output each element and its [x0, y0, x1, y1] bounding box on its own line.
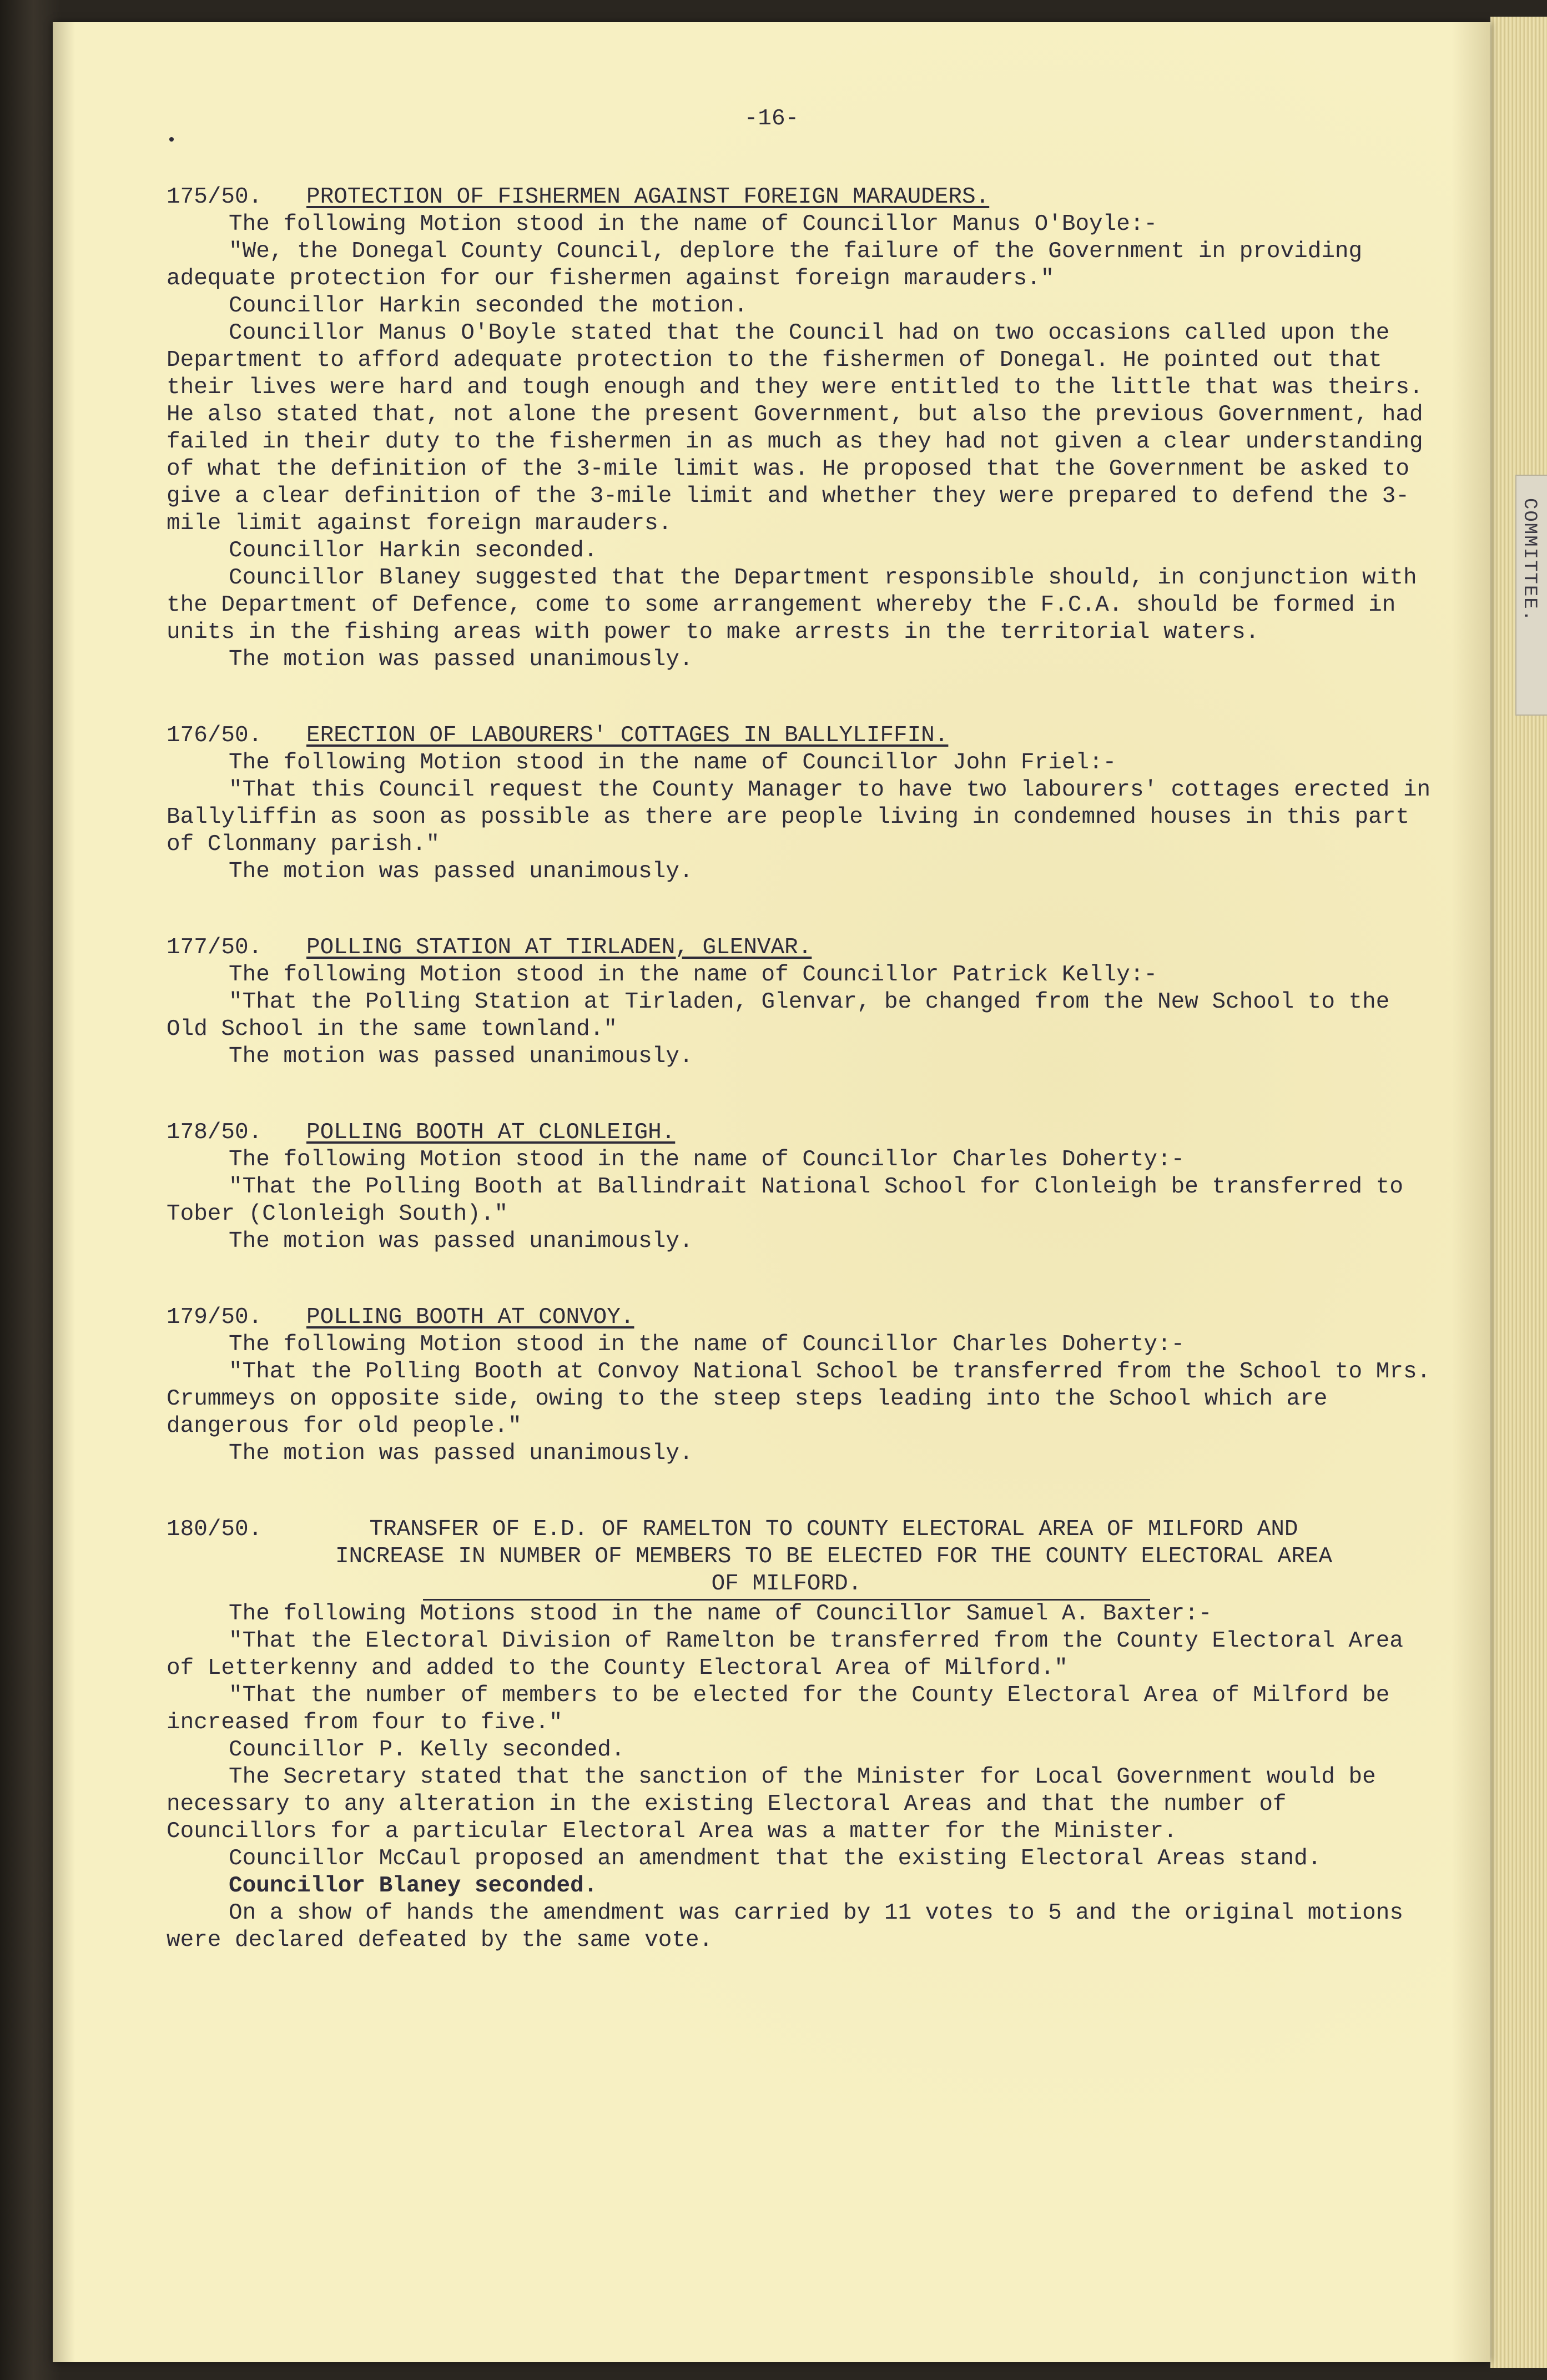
minute-item-175	[167, 184, 1443, 673]
motion-intro: The following Motion stood in the name of Councillor John Friel:-	[229, 750, 1117, 776]
item-header	[167, 1119, 1443, 1146]
minute-item-176	[167, 722, 1443, 885]
discussion-paragraph: The Secretary stated that the sanction of the Minister for Local Government would be necessary to any alteration in the existing Electoral Areas and that the number of Councillors for a particular Electoral Area was a matter for the Minister.	[167, 1764, 1390, 1844]
motion-text: "That the Polling Booth at Convoy National School be transferred from the School to Mrs. Crummeys on opposite side, owing to the steep steps leading into the School which are dangerous for old people."	[167, 1359, 1444, 1439]
resolution-note: The motion was passed unanimously.	[229, 859, 693, 884]
page-number-row	[133, 105, 1410, 133]
item-number: 179/50.	[167, 1305, 263, 1330]
item-number: 177/50.	[167, 935, 263, 960]
motion-text: "That the Electoral Division of Ramelton be transferred from the County Electoral Area of Letterkenny and added to the County Electoral Area of Milford."	[167, 1628, 1417, 1681]
amendment-note: Councillor McCaul proposed an amendment that the existing Electoral Areas stand.	[229, 1846, 1322, 1871]
motion-intro: The following Motions stood in the name of Councillor Samuel A. Baxter:-	[229, 1601, 1212, 1627]
item-number: 175/50.	[167, 184, 263, 210]
item-heading	[306, 1516, 1361, 1601]
item-header	[167, 184, 1443, 211]
motion-intro: The following Motion stood in the name of Councillor Charles Doherty:-	[229, 1332, 1185, 1357]
motion-text: "That the number of members to be elected for the County Electoral Area of Milford be increased from four to five."	[167, 1683, 1403, 1735]
vote-result: On a show of hands the amendment was carried by 11 votes to 5 and the original motions were declared defeated by the same vote.	[167, 1900, 1417, 1953]
page-mark: •	[167, 132, 177, 150]
resolution-note: The motion was passed unanimously.	[229, 1441, 693, 1466]
item-heading: ERECTION OF LABOURERS' COTTAGES IN BALLYLIFFIN.	[306, 723, 949, 748]
heading-line: INCREASE IN NUMBER OF MEMBERS TO BE ELECTED FOR THE COUNTY ELECTORAL AREA	[335, 1544, 1333, 1569]
page-number: -16-	[744, 106, 799, 132]
motion-intro: The following Motion stood in the name of Councillor Manus O'Boyle:-	[229, 212, 1158, 237]
seconded-note: Councillor Blaney seconded.	[229, 1873, 598, 1899]
item-header	[167, 722, 1443, 749]
motion-text: "That the Polling Booth at Ballindrait National School for Clonleigh be transferred to Tober (Clonleigh South)."	[167, 1174, 1417, 1227]
seconded-note: Councillor Harkin seconded the motion.	[229, 293, 748, 319]
minute-item-180	[167, 1516, 1443, 1954]
minutes-content	[167, 105, 1443, 2003]
page-edges	[1490, 17, 1547, 2368]
motion-text: "We, the Donegal County Council, deplore the failure of the Government in providing adequate protection for our fishermen against foreign marauders."	[167, 239, 1376, 291]
item-header	[167, 1516, 1443, 1601]
committee-tab-label: COMMITTEE.	[1519, 498, 1540, 623]
resolution-note: The motion was passed unanimously.	[229, 647, 693, 672]
minute-item-179	[167, 1304, 1443, 1467]
item-number: 176/50.	[167, 723, 263, 748]
discussion-paragraph: Councillor Blaney suggested that the Department responsible should, in conjunction with the Department of Defence, come to some arrangement whereby the F.C.A. should be formed in units in the fishing areas with power to make arrests in the territorial waters.	[167, 565, 1431, 645]
minute-item-177	[167, 934, 1443, 1070]
item-heading: POLLING STATION AT TIRLADEN, GLENVAR.	[306, 935, 812, 960]
motion-intro: The following Motion stood in the name of Councillor Charles Doherty:-	[229, 1147, 1185, 1173]
item-header	[167, 1304, 1443, 1331]
item-heading: POLLING BOOTH AT CLONLEIGH.	[306, 1120, 676, 1145]
motion-text: "That the Polling Station at Tirladen, Glenvar, be changed from the New School to the Old School in the same townland."	[167, 989, 1403, 1042]
item-heading: PROTECTION OF FISHERMEN AGAINST FOREIGN MARAUDERS.	[306, 184, 990, 210]
heading-line: TRANSFER OF E.D. OF RAMELTON TO COUNTY ELECTORAL AREA OF MILFORD AND	[369, 1517, 1298, 1542]
motion-intro: The following Motion stood in the name of Councillor Patrick Kelly:-	[229, 962, 1158, 988]
item-number: 178/50.	[167, 1120, 263, 1145]
item-number: 180/50.	[167, 1517, 263, 1542]
committee-index-tab[interactable]	[1515, 475, 1547, 716]
item-header	[167, 934, 1443, 962]
discussion-paragraph: Councillor Manus O'Boyle stated that the Council had on two occasions called upon the Department to afford adequate protection to the fishermen of Donegal. He pointed out that their lives were hard and tough enough and they were entitled to the little that was theirs. He also stated that, not alone the present Government, but also the previous Government, had failed in their duty to the fishermen in as much as they had not given a clear understanding of what the definition of the 3-mile limit was. He proposed that the Government be asked to give a clear definition of the 3-mile limit and whether they were prepared to defend the 3-mile limit against foreign marauders.	[167, 320, 1437, 536]
seconded-note: Councillor P. Kelly seconded.	[229, 1737, 625, 1763]
item-heading: POLLING BOOTH AT CONVOY.	[306, 1305, 634, 1330]
minute-item-178	[167, 1119, 1443, 1255]
resolution-note: The motion was passed unanimously.	[229, 1229, 693, 1254]
document-page	[53, 22, 1490, 2362]
resolution-note: The motion was passed unanimously.	[229, 1044, 693, 1069]
seconded-note: Councillor Harkin seconded.	[229, 538, 598, 563]
heading-line: OF MILFORD.	[423, 1571, 1151, 1601]
motion-text: "That this Council request the County Manager to have two labourers' cottages erected in Ballyliffin as soon as possible as there are people living in condemned houses in this part of Clonmany parish."	[167, 777, 1444, 857]
